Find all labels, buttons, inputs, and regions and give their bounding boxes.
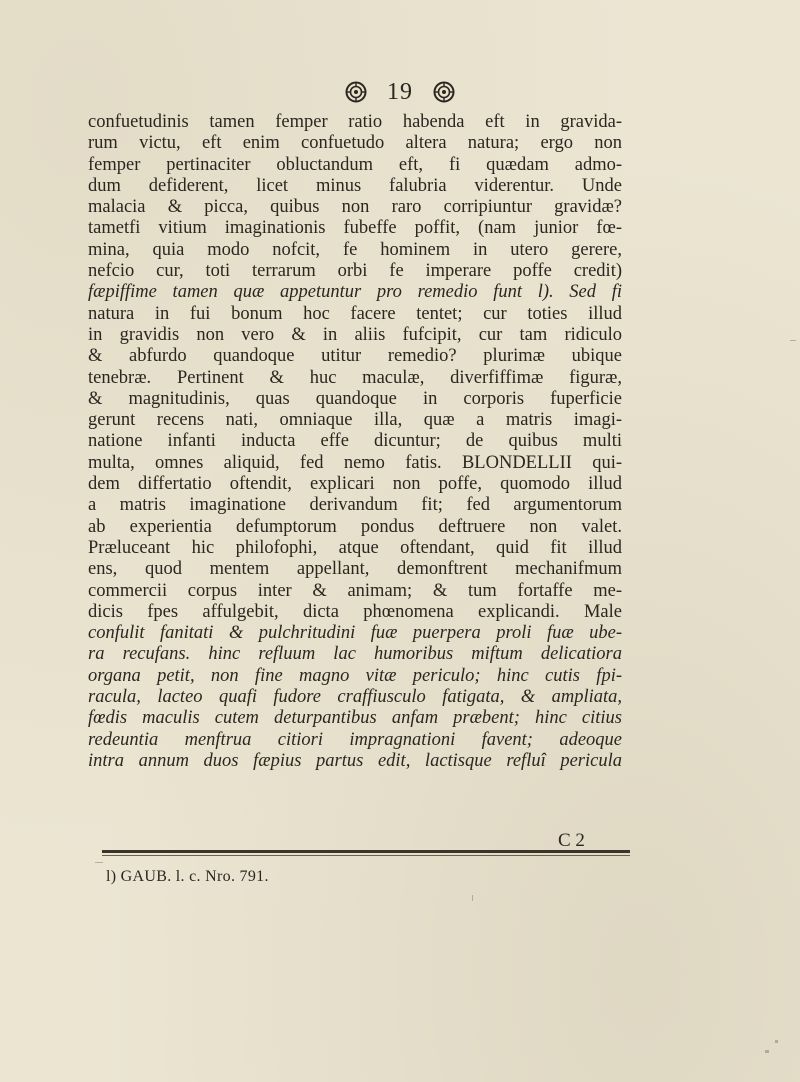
paper-speck bbox=[765, 1050, 769, 1053]
text-line: fœdis maculis cutem deturpantibus anfam præbent; hinc citius bbox=[88, 708, 622, 729]
page-header bbox=[0, 72, 800, 112]
text-line: ab experientia defumptorum pondus deftruere non valet. bbox=[88, 516, 622, 537]
text-line: intra annum duos fæpius partus edit, lactisque refluî pericula bbox=[88, 750, 622, 771]
text-line: Præluceant hic philofophi, atque oftendant, quid fit illud bbox=[88, 537, 622, 558]
text-line: multa, omnes aliquid, fed nemo fatis. BLONDELLII qui- bbox=[88, 452, 622, 473]
body-text bbox=[88, 112, 622, 772]
page-number: 19 bbox=[387, 78, 413, 105]
text-line: malacia & picca, quibus non raro corripiuntur gravidæ? bbox=[88, 197, 622, 218]
text-line: in gravidis non vero & in aliis fufcipit, cur tam ridiculo bbox=[88, 324, 622, 345]
paper-speck bbox=[472, 895, 473, 901]
text-line: mina, quia modo nofcit, fe hominem in utero gerere, bbox=[88, 239, 622, 260]
text-line: dem differtatio oftendit, explicari non poffe, quomodo illud bbox=[88, 474, 622, 495]
text-line: natione infanti inducta effe dicuntur; de quibus multi bbox=[88, 431, 622, 452]
text-line: gerunt recens nati, omniaque illa, quæ a matris imagi- bbox=[88, 410, 622, 431]
text-line: dicis fpes affulgebit, dicta phœnomena explicandi. Male bbox=[88, 601, 622, 622]
text-line: nefcio cur, toti terrarum orbi fe imperare poffe credit) bbox=[88, 261, 622, 282]
paper-speck bbox=[95, 862, 103, 863]
text-line: & magnitudinis, quas quandoque in corporis fuperficie bbox=[88, 388, 622, 409]
text-line: fæpiffime tamen quæ appetuntur pro remedio funt l). Sed fi bbox=[88, 282, 622, 303]
text-line: commercii corpus inter & animam; & tum fortaffe me- bbox=[88, 580, 622, 601]
text-line: ens, quod mentem appellant, demonftrent mechanifmum bbox=[88, 559, 622, 580]
text-line: ra recufans. hinc refluum lac humoribus miftum delicatiora bbox=[88, 644, 622, 665]
text-line: rum victu, eft enim confuetudo altera natura; ergo non bbox=[88, 133, 622, 154]
text-line: femper pertinaciter obluctandum eft, fi quædam admo- bbox=[88, 154, 622, 175]
text-line: natura in fui bonum hoc facere tentet; cur toties illud bbox=[88, 303, 622, 324]
text-line: organa petit, non fine magno vitæ periculo; hinc cutis fpi- bbox=[88, 665, 622, 686]
text-line: tametfi vitium imaginationis fubeffe poffit, (nam junior fœ- bbox=[88, 218, 622, 239]
rosette-ornament-icon bbox=[345, 81, 367, 103]
text-line: tenebræ. Pertinent & huc maculæ, diverfiffimæ figuræ, bbox=[88, 367, 622, 388]
rosette-ornament-icon bbox=[433, 81, 455, 103]
text-line: racula, lacteo quafi fudore craffiusculo fatigata, & ampliata, bbox=[88, 687, 622, 708]
text-line: a matris imaginatione derivandum fit; fed argumentorum bbox=[88, 495, 622, 516]
text-line: confulit fanitati & pulchritudini fuæ puerpera proli fuæ ube- bbox=[88, 623, 622, 644]
text-line: confuetudinis tamen femper ratio habenda eft in gravida- bbox=[88, 112, 622, 132]
paper-speck bbox=[790, 340, 796, 341]
catchword: C 2 bbox=[558, 830, 585, 851]
text-line: & abfurdo quandoque utitur remedio? plurimæ ubique bbox=[88, 346, 622, 367]
text-line: redeuntia menftrua citiori impragnationi favent; adeoque bbox=[88, 729, 622, 750]
footnote-rule bbox=[102, 850, 630, 853]
footnote-rule-thin bbox=[102, 855, 630, 856]
footnote: l) GAUB. l. c. Nro. 791. bbox=[106, 868, 269, 885]
text-line: dum defiderent, licet minus falubria viderentur. Unde bbox=[88, 175, 622, 196]
paper-speck bbox=[775, 1040, 778, 1043]
